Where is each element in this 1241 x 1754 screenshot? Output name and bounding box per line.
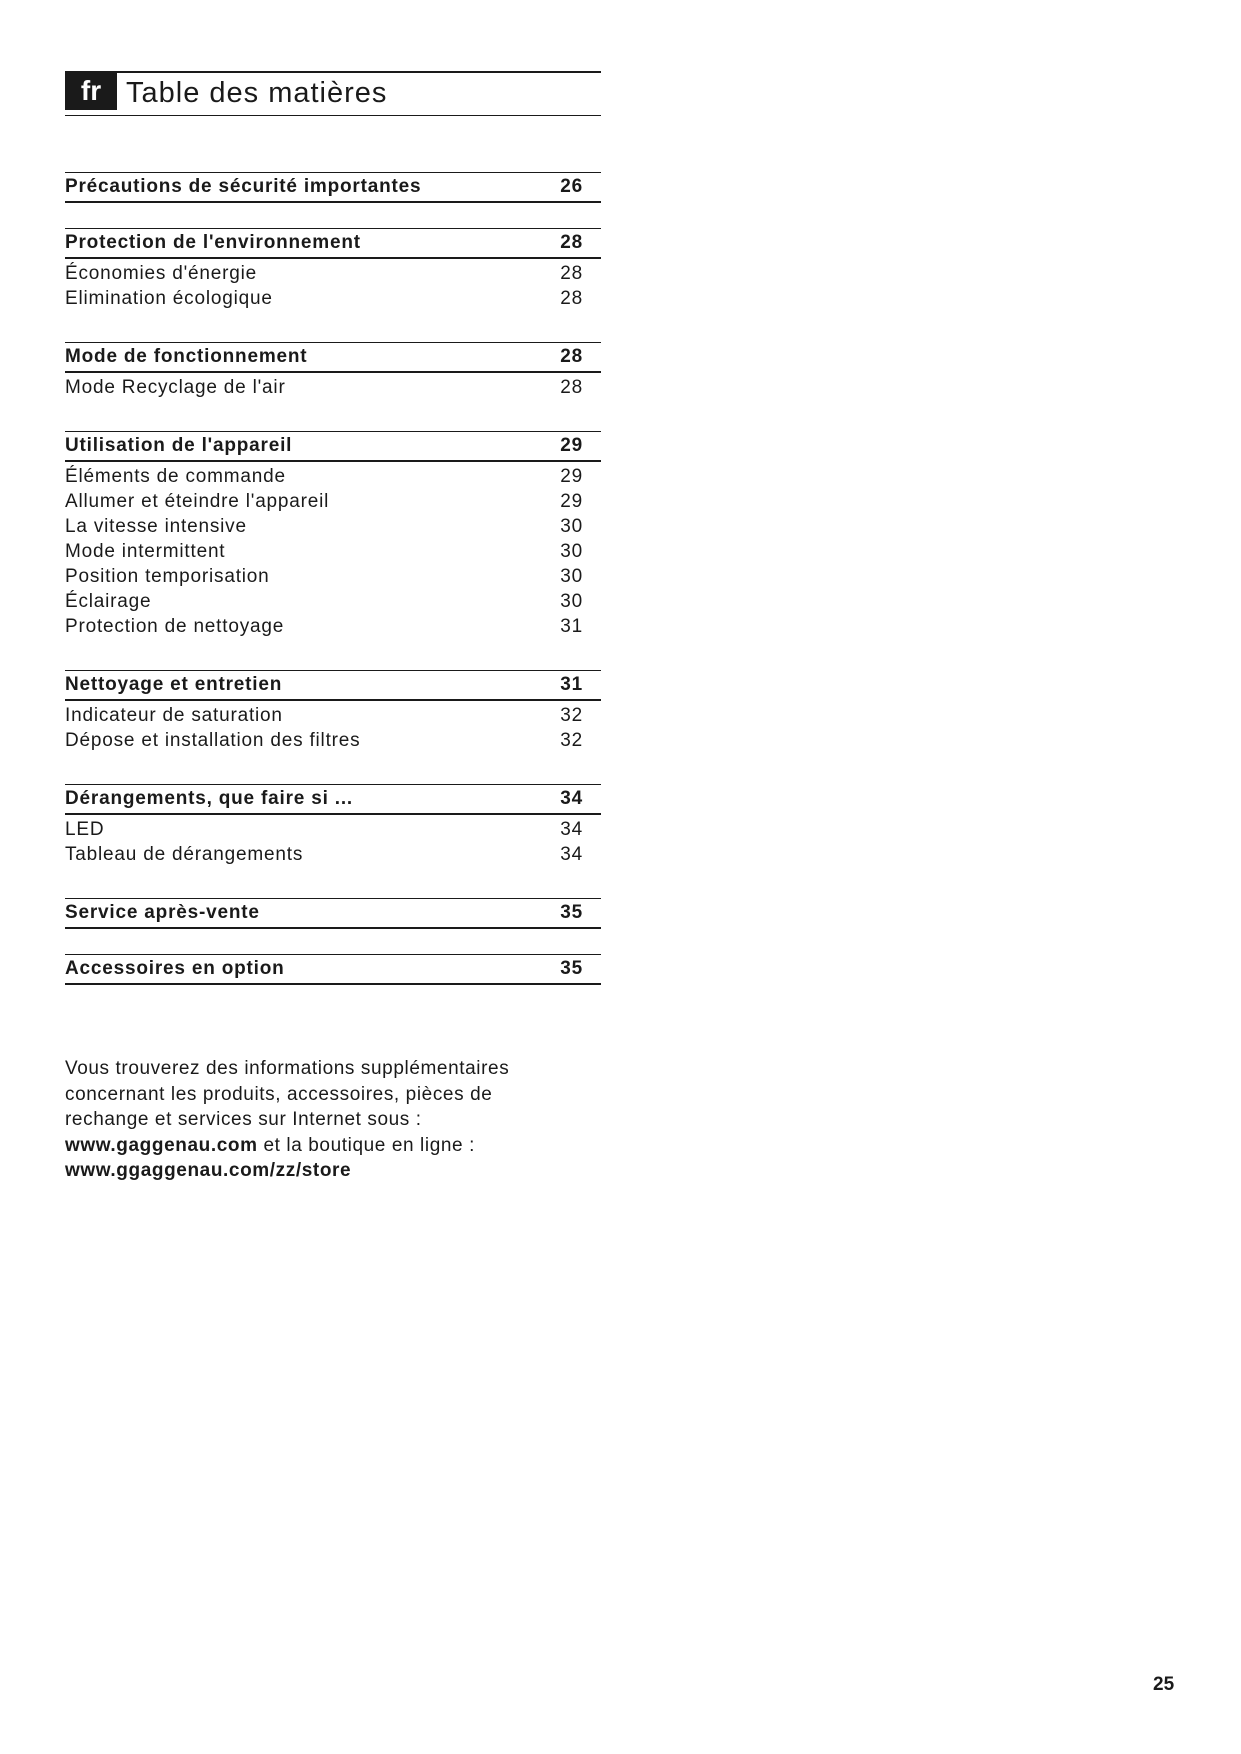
- toc-entry[interactable]: [65, 817, 601, 842]
- toc-entry[interactable]: [65, 489, 601, 514]
- toc-entry[interactable]: [65, 375, 601, 400]
- entry-label: LED: [65, 819, 105, 840]
- toc-entry[interactable]: [65, 703, 601, 728]
- toc-section: [65, 784, 601, 873]
- toc-section: [65, 898, 601, 929]
- entry-label: Mode Recyclage de l'air: [65, 377, 286, 398]
- entry-page-number: 32: [560, 730, 583, 751]
- entry-label: Position temporisation: [65, 566, 270, 587]
- entry-page-number: 30: [560, 591, 583, 612]
- toc-entry[interactable]: [65, 589, 601, 614]
- toc-entry[interactable]: [65, 539, 601, 564]
- toc-section: [65, 228, 601, 317]
- section-page-number: 34: [560, 788, 583, 809]
- section-page-number: 29: [560, 435, 583, 456]
- section-page-number: 26: [560, 176, 583, 197]
- section-title: Utilisation de l'appareil: [65, 435, 293, 456]
- toc-items: [65, 701, 601, 759]
- info-line: Vous trouverez des informations supplémentaires: [65, 1058, 510, 1079]
- entry-page-number: 31: [560, 616, 583, 637]
- entry-label: Dépose et installation des filtres: [65, 730, 361, 751]
- toc-entry[interactable]: [65, 842, 601, 867]
- entry-label: Elimination écologique: [65, 288, 273, 309]
- toc-section: [65, 431, 601, 645]
- page-number: 25: [1153, 1674, 1175, 1695]
- toc-section-heading[interactable]: [65, 898, 601, 929]
- toc-entry[interactable]: [65, 261, 601, 286]
- toc-section-heading[interactable]: [65, 172, 601, 203]
- toc-section: [65, 342, 601, 406]
- info-line: rechange et services sur Internet sous :: [65, 1109, 422, 1130]
- toc-section-heading[interactable]: [65, 954, 601, 985]
- toc-section-heading[interactable]: [65, 431, 601, 462]
- section-title: Dérangements, que faire si ...: [65, 788, 353, 809]
- entry-page-number: 28: [560, 263, 583, 284]
- toc-entry[interactable]: [65, 286, 601, 311]
- toc-section: [65, 172, 601, 203]
- page-title: Table des matières: [126, 77, 388, 109]
- toc-entry[interactable]: [65, 728, 601, 753]
- entry-page-number: 29: [560, 466, 583, 487]
- entry-page-number: 29: [560, 491, 583, 512]
- section-title: Mode de fonctionnement: [65, 346, 308, 367]
- section-page-number: 31: [560, 674, 583, 695]
- website-link[interactable]: www.gaggenau.com: [65, 1134, 258, 1156]
- info-line: et la boutique en ligne :: [257, 1134, 475, 1156]
- section-title: Service après-vente: [65, 902, 260, 923]
- entry-page-number: 28: [560, 377, 583, 398]
- toc-items: [65, 815, 601, 873]
- toc-items: [65, 462, 601, 645]
- table-of-contents: [65, 172, 601, 1010]
- info-line: concernant les produits, accessoires, pièces de: [65, 1083, 493, 1105]
- language-badge: fr: [65, 73, 117, 110]
- section-page-number: 35: [560, 902, 583, 923]
- entry-label: Tableau de dérangements: [65, 844, 304, 865]
- toc-entry[interactable]: [65, 564, 601, 589]
- toc-section-heading[interactable]: [65, 670, 601, 701]
- toc-entry[interactable]: [65, 614, 601, 639]
- section-page-number: 28: [560, 346, 583, 367]
- entry-label: Éléments de commande: [65, 466, 286, 487]
- section-title: Protection de l'environnement: [65, 232, 361, 253]
- section-title: Précautions de sécurité importantes: [65, 176, 422, 197]
- toc-section-heading[interactable]: [65, 784, 601, 815]
- entry-label: La vitesse intensive: [65, 516, 247, 537]
- entry-page-number: 30: [560, 541, 583, 562]
- section-title: Accessoires en option: [65, 958, 285, 979]
- toc-section-heading[interactable]: [65, 228, 601, 259]
- toc-section: [65, 670, 601, 759]
- entry-label: Mode intermittent: [65, 541, 226, 562]
- entry-label: Protection de nettoyage: [65, 616, 285, 637]
- toc-items: [65, 259, 601, 317]
- entry-page-number: 34: [560, 844, 583, 865]
- toc-items: [65, 373, 601, 406]
- entry-page-number: 34: [560, 819, 583, 840]
- toc-entry[interactable]: [65, 514, 601, 539]
- entry-page-number: 30: [560, 566, 583, 587]
- section-page-number: 28: [560, 232, 583, 253]
- toc-section-heading[interactable]: [65, 342, 601, 373]
- toc-entry[interactable]: [65, 464, 601, 489]
- section-page-number: 35: [560, 958, 583, 979]
- toc-header: [65, 71, 601, 116]
- entry-label: Économies d'énergie: [65, 263, 258, 284]
- entry-page-number: 28: [560, 288, 583, 309]
- entry-page-number: 32: [560, 705, 583, 726]
- entry-page-number: 30: [560, 516, 583, 537]
- info-paragraph: [65, 1056, 625, 1184]
- section-title: Nettoyage et entretien: [65, 674, 283, 695]
- entry-label: Éclairage: [65, 591, 152, 612]
- entry-label: Indicateur de saturation: [65, 705, 283, 726]
- toc-section: [65, 954, 601, 985]
- store-link[interactable]: www.ggaggenau.com/zz/store: [65, 1160, 352, 1181]
- entry-label: Allumer et éteindre l'appareil: [65, 491, 330, 512]
